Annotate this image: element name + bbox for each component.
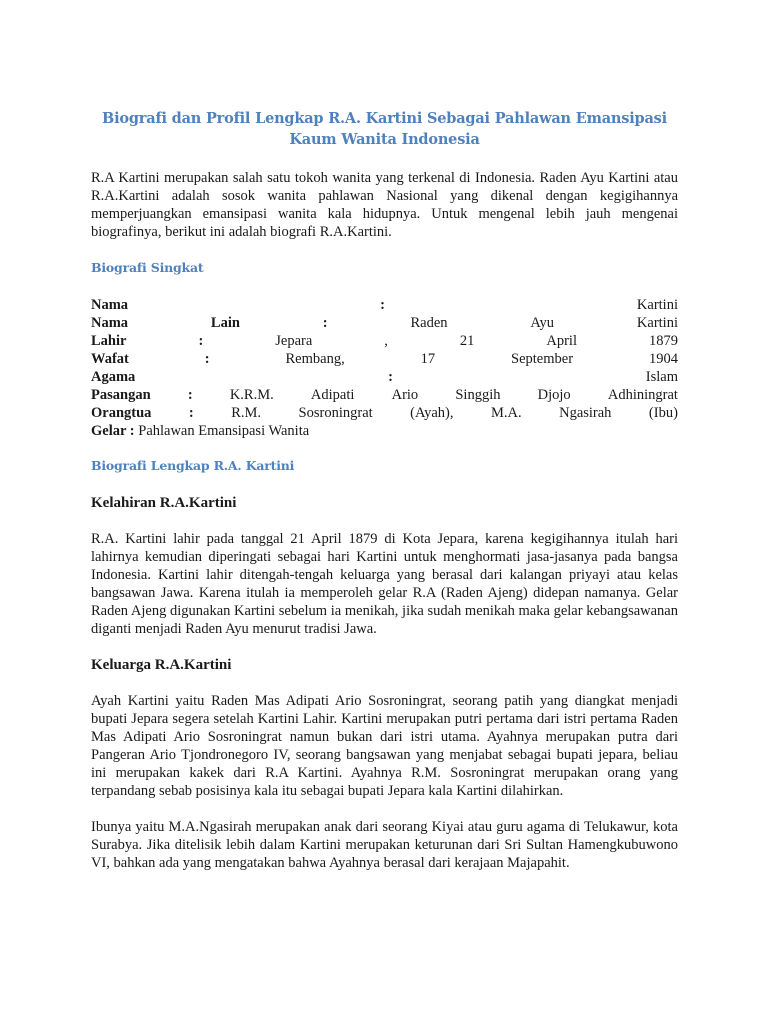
biodata-token: :	[188, 405, 194, 421]
biodata-token: Sosroningrat	[298, 405, 373, 421]
biodata-token: Nama	[91, 297, 129, 313]
keluarga-paragraph-1: Ayah Kartini yaitu Raden Mas Adipati Ario Sosroningrat, seorang patih yang diangkat menjadi bupati Jepara segera setelah Kartini Lahir. Kartini merupakan putri pertama dari istri pertama Raden Mas Adipati Ario Sosroningrat namun bukan dari istri utama. Ayahnya merupakan putra dari Pangeran Ario Tjondronegoro IV, seorang bangsawan yang menjabat sebagai bupati jepara, beliau ini merupakan kakek dari R.A Kartini. Ayahnya R.M. Sosroningrat merupakan orang yang terpandang sebab posisinya kala itu sebagai bupati Jepara kala Kartini dilahirkan.	[91, 693, 678, 799]
biodata-token: Adhiningrat	[607, 387, 678, 403]
biodata-token: 17	[420, 351, 436, 367]
biodata-token: Kartini	[636, 315, 678, 331]
biodata-token: :	[198, 333, 204, 349]
biodata-token: Raden	[410, 315, 448, 331]
section-heading-biografi-singkat: Biografi Singkat	[91, 260, 204, 275]
biodata-token: 1904	[648, 351, 678, 367]
biodata-token: Adipati	[310, 387, 355, 403]
intro-paragraph: R.A Kartini merupakan salah satu tokoh wanita yang terkenal di Indonesia. Raden Ayu Kartini atau R.A.Kartini adalah sosok wanita pahlawan Nasional yang dikenal dengan kegigihannya memperjuangkan emansipasi wanita kala hidupnya. Untuk mengenal lebih jauh mengenai biografinya, berikut ini adalah biografi R.A.Kartini.	[91, 170, 678, 240]
gelar-label: Gelar :	[91, 423, 135, 439]
biodata-token: Islam	[645, 369, 678, 385]
biodata-token: :	[380, 297, 385, 313]
heading-keluarga: Keluarga R.A.Kartini	[91, 657, 232, 673]
biodata-token: Rembang,	[285, 351, 345, 367]
biodata-row	[91, 404, 678, 422]
biodata-token: Pasangan	[91, 387, 151, 403]
biodata-table	[91, 296, 678, 440]
biodata-token: :	[388, 369, 393, 385]
biodata-token: 21	[459, 333, 475, 349]
document-title: Biografi dan Profil Lengkap R.A. Kartini Sebagai Pahlawan Emansipasi Kaum Wanita Indonesia	[102, 110, 667, 148]
biodata-token: :	[187, 387, 193, 403]
biodata-token: ,	[384, 333, 388, 349]
biodata-token: Singgih	[455, 387, 501, 403]
section-heading-biografi-lengkap: Biografi Lengkap R.A. Kartini	[91, 458, 295, 473]
biodata-token: Agama	[91, 369, 136, 385]
biodata-token: (Ayah),	[410, 405, 454, 421]
biodata-row	[91, 386, 678, 404]
biodata-token: K.R.M.	[229, 387, 274, 403]
biodata-token: M.A.	[490, 405, 522, 421]
biodata-row	[91, 296, 678, 314]
biodata-token: Orangtua	[91, 405, 152, 421]
biodata-token: Djojo	[537, 387, 571, 403]
kelahiran-paragraph: R.A. Kartini lahir pada tanggal 21 April 1879 di Kota Jepara, karena kegigihannya itulah hari lahirnya kemudian diperingati sebagai hari Kartini untuk menghormati jasa-jasanya pada bangsa Indonesia. Kartini lahir ditengah-tengah keluarga yang berasal dari kalangan priyayi atau kelas bangsawan Jawa. Karena itulah ia memperoleh gelar R.A (Raden Ajeng) didepan namanya. Gelar Raden Ajeng digunakan Kartini sebelum ia menikah, jika sudah menikah maka gelar kebangsawanan diganti menjadi Raden Ayu menurut tradisi Jawa.	[91, 531, 678, 637]
biodata-row	[91, 332, 678, 350]
biodata-token: Lain	[210, 315, 240, 331]
biodata-token: September	[511, 351, 574, 367]
biodata-token: (Ibu)	[648, 405, 678, 421]
biodata-token: R.M.	[231, 405, 262, 421]
biodata-token: Nama	[91, 315, 129, 331]
biodata-token: Ngasirah	[559, 405, 612, 421]
biodata-token: Kartini	[636, 297, 678, 313]
keluarga-paragraph-2: Ibunya yaitu M.A.Ngasirah merupakan anak dari seorang Kiyai atau guru agama di Telukawur, kota Surabya. Jika ditelisik lebih dalam Kartini merupakan keturunan dari Sri Sultan Hamengkubuwono VI, bahkan ada yang mengatakan bahwa Ayahnya berasal dari kerajaan Majapahit.	[91, 819, 678, 871]
biodata-token: :	[204, 351, 210, 367]
biodata-token: Wafat	[91, 351, 129, 367]
biodata-row	[91, 350, 678, 368]
biodata-token: 1879	[648, 333, 678, 349]
biodata-token: Jepara	[275, 333, 313, 349]
biodata-row	[91, 314, 678, 332]
biodata-token: Ayu	[530, 315, 555, 331]
biodata-token: April	[546, 333, 577, 349]
biodata-token: Lahir	[91, 333, 127, 349]
biodata-token: Ario	[391, 387, 419, 403]
biodata-row	[91, 368, 678, 386]
gelar-value: Pahlawan Emansipasi Wanita	[138, 423, 310, 439]
heading-kelahiran: Kelahiran R.A.Kartini	[91, 495, 237, 511]
biodata-row-gelar	[91, 422, 678, 440]
biodata-token: :	[322, 315, 328, 331]
